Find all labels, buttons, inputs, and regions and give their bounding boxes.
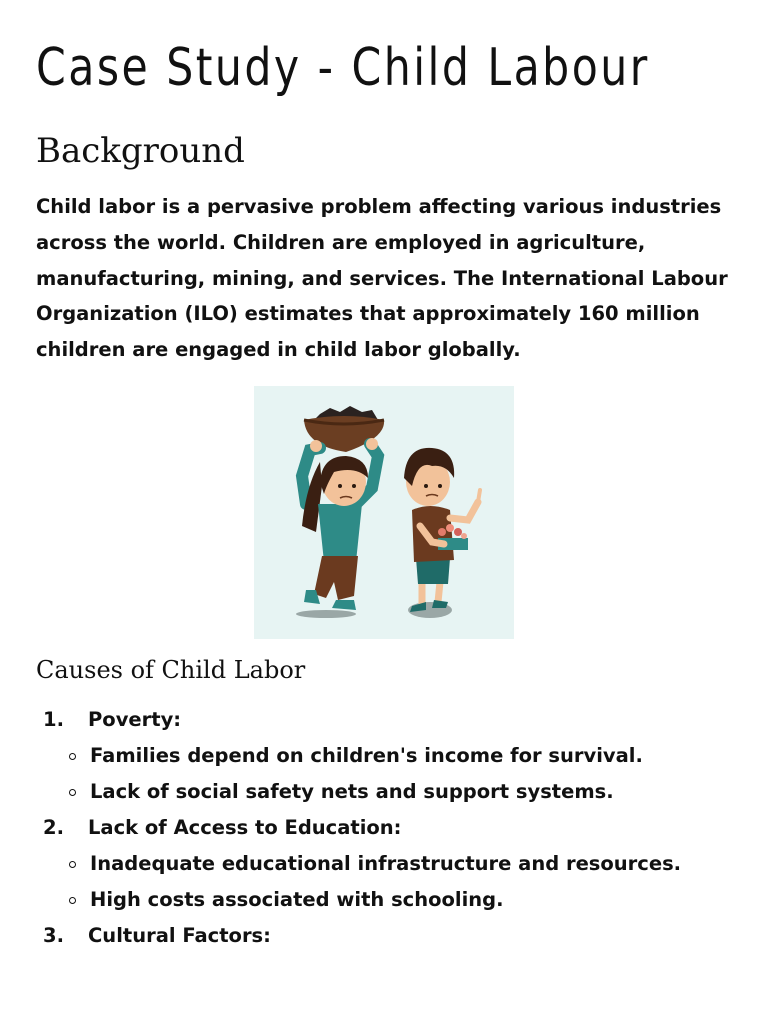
- cause-item-poverty: [0, 702, 768, 738]
- cause-label: Poverty:: [88, 708, 182, 731]
- sub-point: [0, 738, 768, 774]
- sub-point: [0, 774, 768, 810]
- cause-number: 3.: [43, 924, 64, 947]
- background-heading: Background: [36, 131, 245, 171]
- background-paragraph: Child labor is a pervasive problem affecting various industries across the world. Children are employed in agriculture, manufacturing, mining, and services. The International Labour Organization (ILO) estimates that approximately 160 million children are engaged in child labor globally.: [36, 195, 728, 362]
- sub-point: [0, 846, 768, 882]
- cause-label: Lack of Access to Education:: [88, 816, 402, 839]
- sub-point: [0, 882, 768, 918]
- cause-number: 1.: [43, 708, 64, 731]
- circle-bullet-icon: [69, 861, 76, 868]
- cause-label: Cultural Factors:: [88, 924, 271, 947]
- circle-bullet-icon: [69, 789, 76, 796]
- cause-number: 2.: [43, 816, 64, 839]
- boy-figure: [404, 448, 480, 612]
- girl-figure: [302, 406, 384, 610]
- page-title: Case Study - Child Labour: [36, 38, 650, 98]
- causes-heading: Causes of Child Labor: [36, 656, 306, 684]
- cause-item-education: [0, 810, 768, 846]
- sub-point-text: High costs associated with schooling.: [90, 888, 504, 911]
- girl-shadow: [296, 610, 356, 618]
- sub-point-text: Families depend on children's income for survival.: [90, 744, 643, 767]
- sub-point-text: Inadequate educational infrastructure and resources.: [90, 852, 682, 875]
- circle-bullet-icon: [69, 897, 76, 904]
- sub-point-text: Lack of social safety nets and support systems.: [90, 780, 614, 803]
- cause-item-cultural: [0, 918, 768, 954]
- child-labor-illustration: [254, 386, 514, 639]
- circle-bullet-icon: [69, 753, 76, 760]
